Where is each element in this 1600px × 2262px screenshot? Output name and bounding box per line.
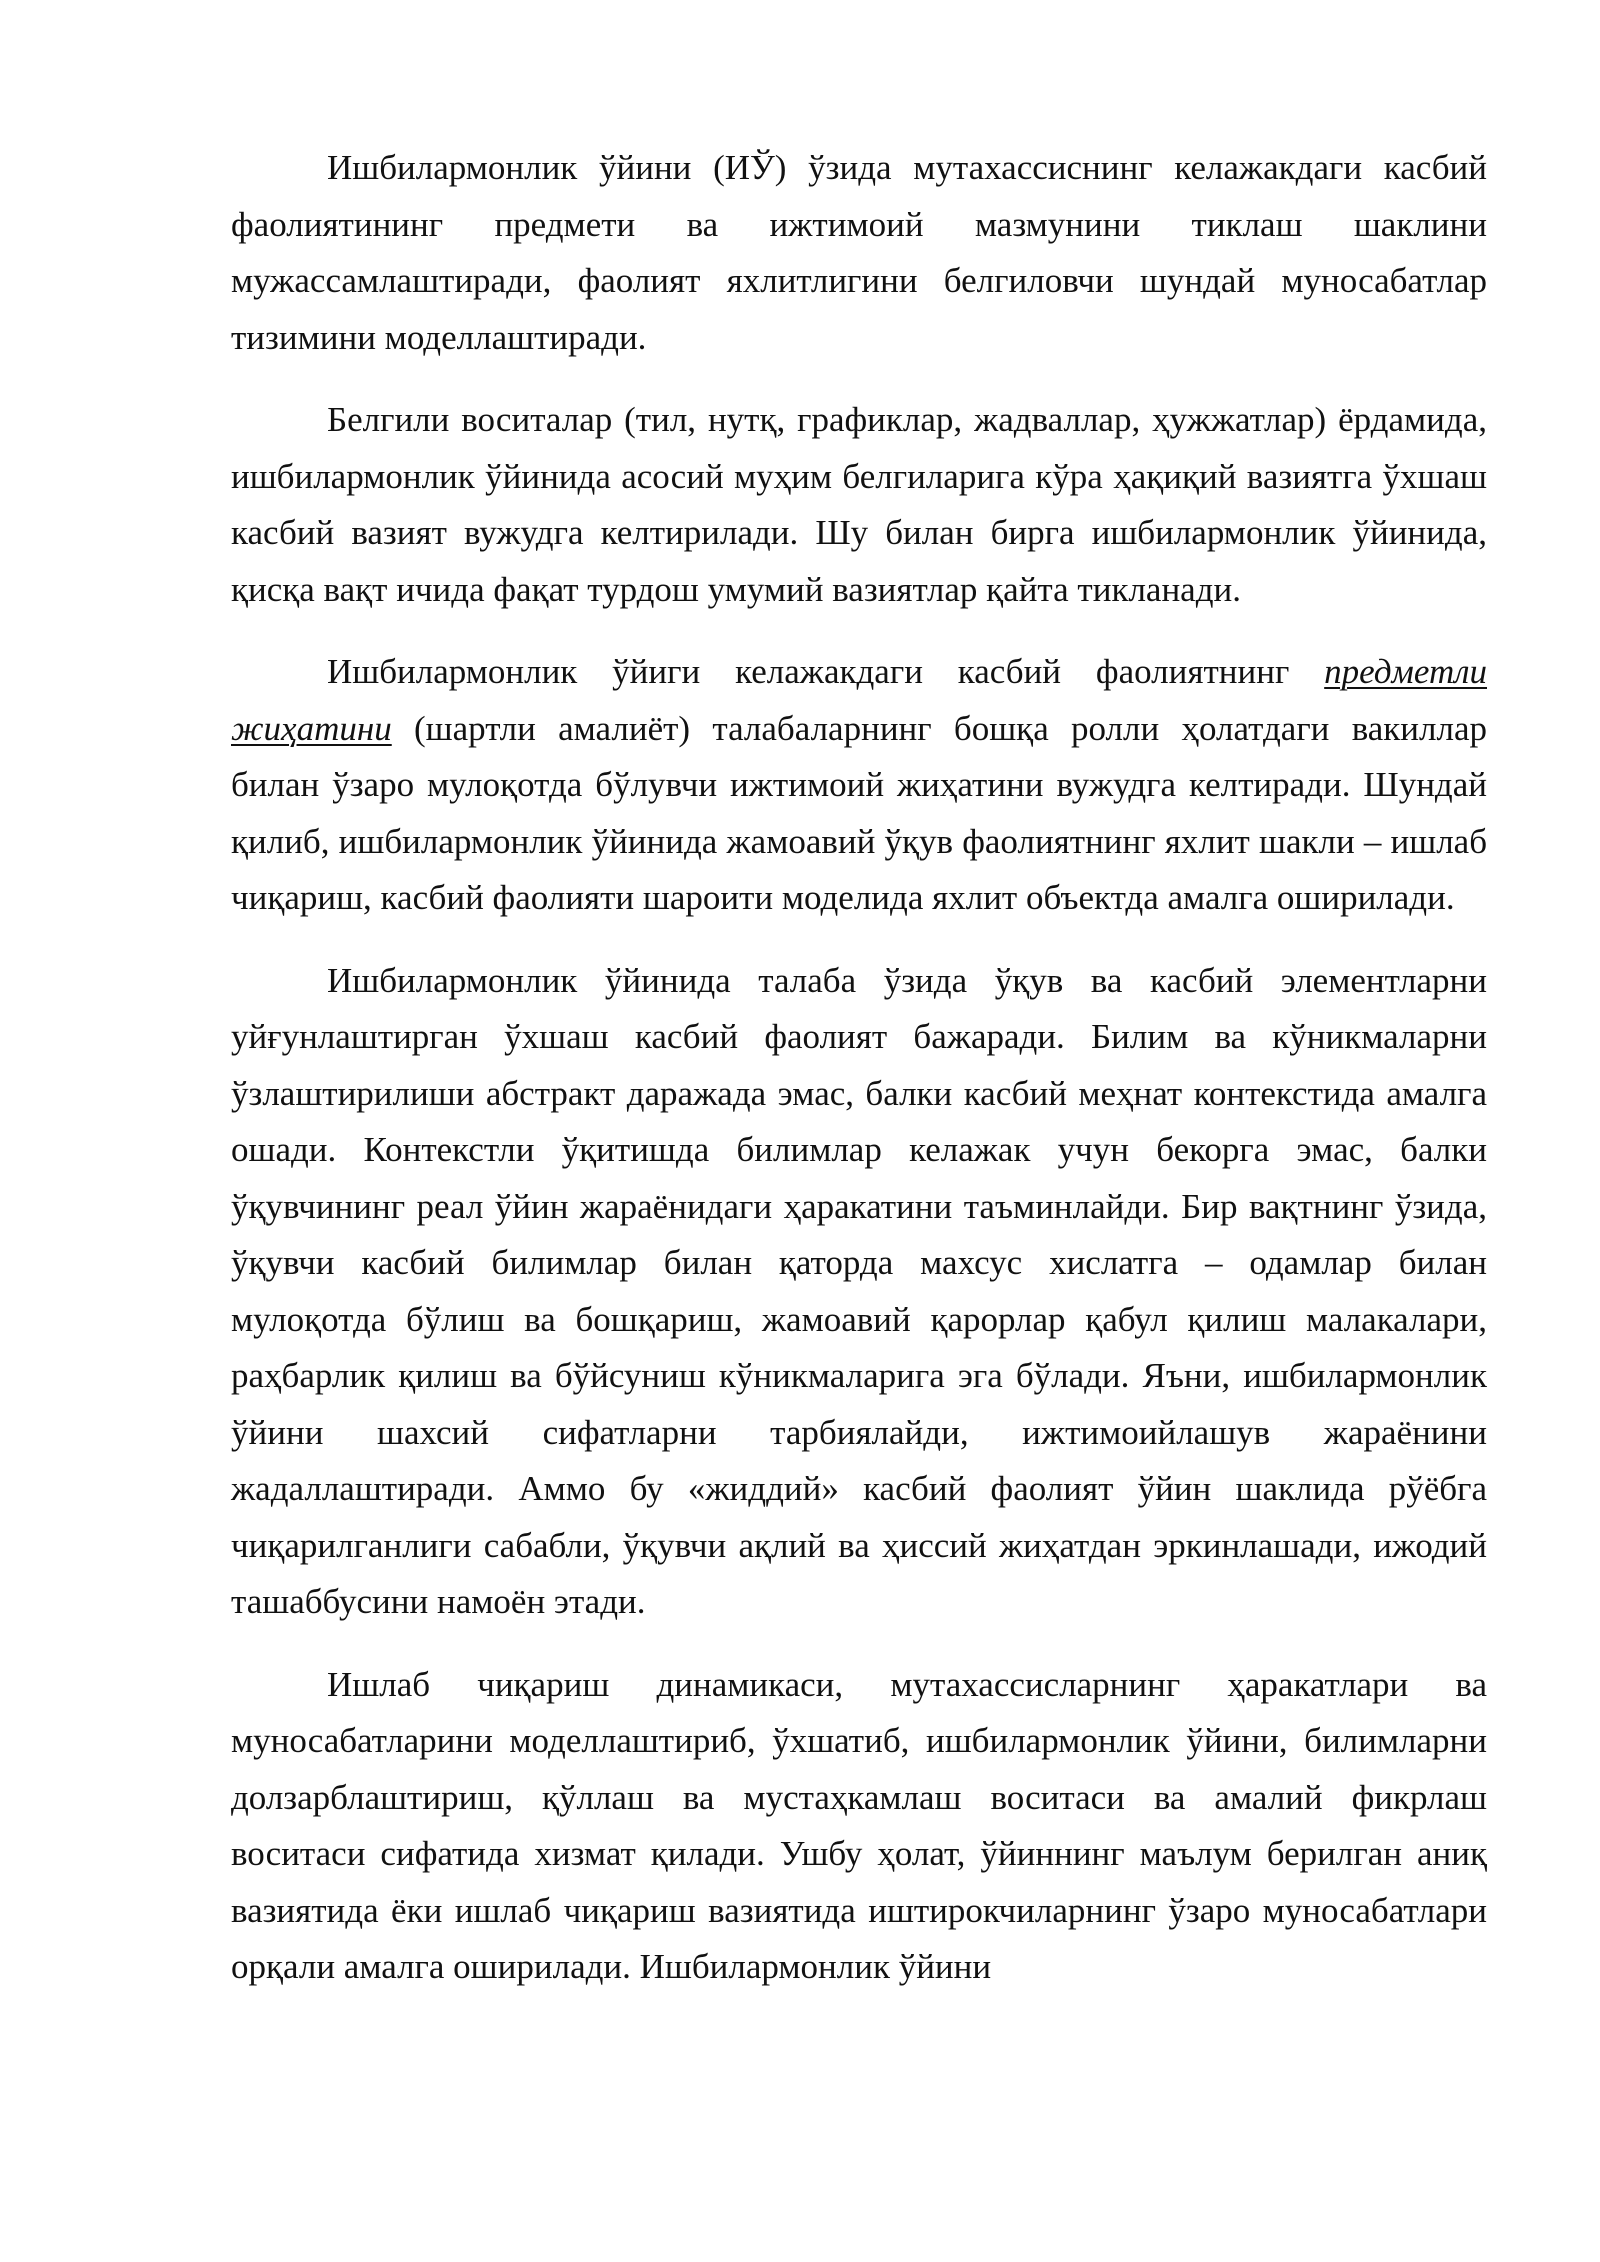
- paragraph-5: Ишлаб чиқариш динамикаси, мутахассисларнинг ҳаракатлари ва муносабатларини моделлаштириб, ўхшатиб, ишбилармонлик ўйини, билимларни долзарблаштириш, қўллаш ва мустаҳкамлаш воситаси ва амалий фикрлаш воситаси сифатида хизмат қилади. Ушбу ҳолат, ўйиннинг маълум берилган аниқ вазиятида ёки ишлаб чиқариш вазиятида иштирокчиларнинг ўзаро муносабатлари орқали амалга оширилади. Ишбилармонлик ўйини: [231, 1664, 1487, 1986]
- paragraph-2: Белгили воситалар (тил, нутқ, графиклар, жадваллар, ҳужжатлар) ёрдамида, ишбилармонлик ўйинида асосий муҳим белгиларига кўра ҳақиқий вазиятга ўхшаш касбий вазият вужудга келтирилади. Шу билан бирга ишбилармонлик ўйинида, қисқа вақт ичида фақат турдош умумий вазиятлар қайта тикланади.: [231, 400, 1487, 609]
- paragraph-1: Ишбилармонлик ўйини (ИЎ) ўзида мутахассиснинг келажакдаги касбий фаолиятининг предмети ва ижтимоий мазмунини тиклаш шаклини мужассамлаштиради, фаолият яхлитлигини белгиловчи шундай муносабатлар тизимини моделлаштиради.: [231, 148, 1487, 357]
- emphasized-term: предметли жиҳатини: [231, 652, 1487, 748]
- document-page: [231, 140, 1487, 1996]
- paragraph-3-text-after: (шартли амалиёт) талабаларнинг бошқа ролли ҳолатдаги вакиллар билан ўзаро мулоқотда бўлувчи ижтимоий жиҳатини вужудга келтиради. Шундай қилиб, ишбилармонлик ўйинида жамоавий ўқув фаолиятнинг яхлит шакли – ишлаб чиқариш, касбий фаолияти шароити моделида яхлит объектда амалга оширилади.: [231, 708, 1487, 917]
- paragraph-4: Ишбилармонлик ўйинида талаба ўзида ўқув ва касбий элементларни уйғунлаштирган ўхшаш касбий фаолият бажаради. Билим ва кўникмаларни ўзлаштирилиши абстракт даражада эмас, балки касбий меҳнат контекстида амалга ошади. Контекстли ўқитишда билимлар келажак учун бекорга эмас, балки ўқувчининг реал ўйин жараёнидаги ҳаракатини таъминлайди. Бир вақтнинг ўзида, ўқувчи касбий билимлар билан қаторда махсус хислатга – одамлар билан мулоқотда бўлиш ва бошқариш, жамоавий қарорлар қабул қилиш малакалари, раҳбарлик қилиш ва бўйсуниш кўникмаларига эга бўлади. Яъни, ишбилармонлик ўйини шахсий сифатларни тарбиялайди, ижтимоийлашув жараёнини жадаллаштиради. Аммо бу «жиддий» касбий фаолият ўйин шаклида рўёбга чиқарилганлиги сабабли, ўқувчи ақлий ва ҳиссий жиҳатдан эркинлашади, ижодий ташаббусини намоён этади.: [231, 960, 1487, 1621]
- paragraph-3-text-before: Ишбилармонлик ўйиги келажакдаги касбий фаолиятнинг: [327, 652, 1325, 691]
- paragraph-3: [231, 644, 1487, 927]
